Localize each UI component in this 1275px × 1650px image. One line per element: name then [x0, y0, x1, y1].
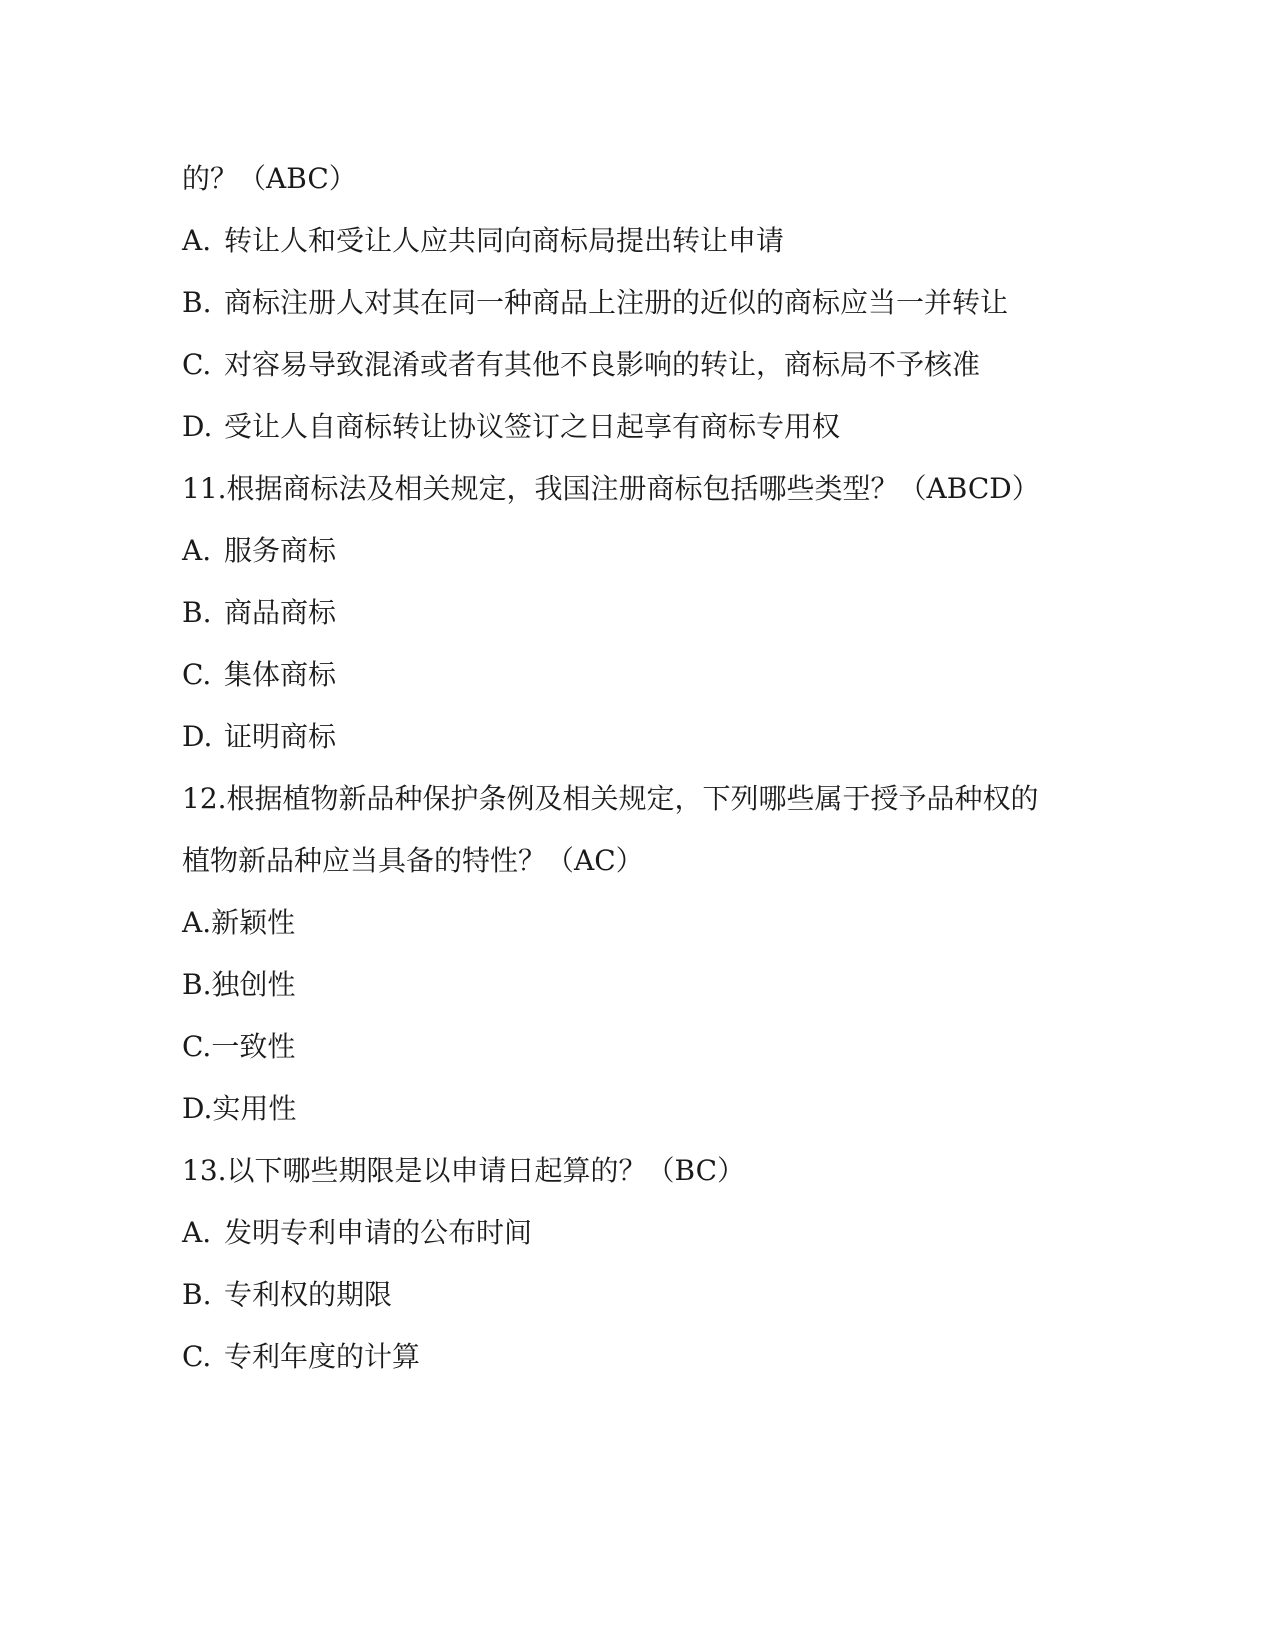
q10-option-a: [182, 224, 784, 258]
option-text: 商品商标: [224, 596, 337, 629]
option-text: 证明商标: [224, 720, 337, 753]
option-text: 新颖性: [211, 906, 296, 939]
q11-option-d: [182, 720, 336, 754]
question-12-line-1: [182, 782, 1039, 816]
option-letter: B.: [182, 596, 212, 629]
option-text: 集体商标: [224, 658, 337, 691]
option-letter: D.: [182, 720, 213, 753]
option-text: 实用性: [212, 1092, 297, 1125]
question-text: 的？（ABC）: [182, 162, 357, 195]
option-text: 对容易导致混淆或者有其他不良影响的转让，商标局不予核准: [224, 348, 981, 381]
question-number: 12.: [182, 782, 227, 815]
option-letter: A.: [182, 534, 212, 567]
option-letter: B.: [182, 968, 212, 1001]
q12-option-d: [182, 1092, 296, 1126]
option-text: 独创性: [211, 968, 296, 1001]
option-text: 一致性: [211, 1030, 296, 1063]
option-letter: B.: [182, 286, 212, 319]
q12-option-c: [182, 1030, 295, 1064]
q10-option-c: [182, 348, 980, 382]
question-12-line-2: [182, 844, 644, 878]
q13-option-b: [182, 1278, 392, 1312]
question-13: [182, 1154, 745, 1188]
option-letter: A.: [182, 1216, 212, 1249]
option-letter: D.: [182, 410, 213, 443]
option-text: 发明专利申请的公布时间: [224, 1216, 533, 1249]
option-letter: C.: [182, 1030, 212, 1063]
question-number: 11.: [182, 472, 227, 505]
option-text: 服务商标: [224, 534, 337, 567]
option-text: 转让人和受让人应共同向商标局提出转让申请: [224, 224, 785, 257]
question-11: [182, 472, 1040, 506]
option-letter: C.: [182, 348, 212, 381]
q12-option-a: [182, 906, 295, 940]
option-letter: D.: [182, 1092, 213, 1125]
question-text: 以下哪些期限是以申请日起算的？（BC）: [226, 1154, 746, 1187]
option-letter: C.: [182, 658, 212, 691]
question-text: 根据商标法及相关规定，我国注册商标包括哪些类型？（ABCD）: [226, 472, 1040, 505]
q11-option-c: [182, 658, 336, 692]
q11-option-a: [182, 534, 336, 568]
option-text: 专利权的期限: [224, 1278, 393, 1311]
q13-option-c: [182, 1340, 420, 1374]
q10-option-b: [182, 286, 1008, 320]
question-text: 植物新品种应当具备的特性？（AC）: [182, 844, 644, 877]
option-letter: A.: [182, 906, 212, 939]
option-letter: B.: [182, 1278, 212, 1311]
question-text: 根据植物新品种保护条例及相关规定，下列哪些属于授予品种权的: [226, 782, 1039, 815]
option-text: 商标注册人对其在同一种商品上注册的近似的商标应当一并转让: [224, 286, 1009, 319]
q13-option-a: [182, 1216, 532, 1250]
option-text: 专利年度的计算: [224, 1340, 421, 1373]
q11-option-b: [182, 596, 336, 630]
option-letter: C.: [182, 1340, 212, 1373]
q10-option-d: [182, 410, 840, 444]
option-letter: A.: [182, 224, 212, 257]
question-10-tail: [182, 162, 357, 196]
question-number: 13.: [182, 1154, 227, 1187]
option-text: 受让人自商标转让协议签订之日起享有商标专用权: [224, 410, 841, 443]
q12-option-b: [182, 968, 296, 1002]
